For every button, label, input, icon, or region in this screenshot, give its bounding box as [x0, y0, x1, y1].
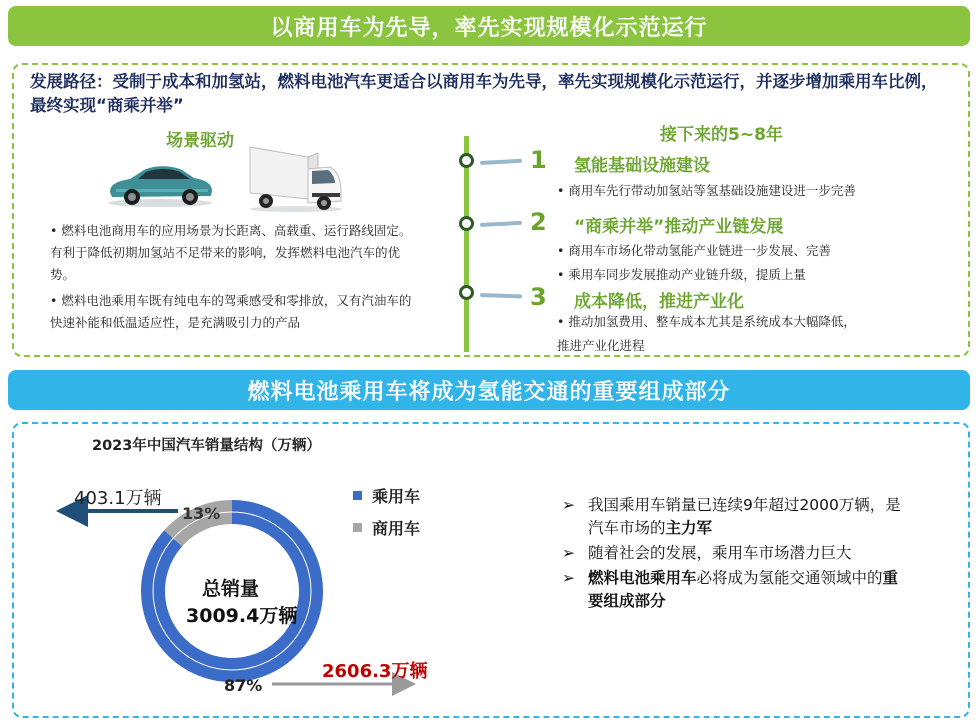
step-3-bullet-2: 推进产业化进程	[557, 338, 645, 353]
legend-label-passenger: 乘用车	[372, 487, 421, 506]
timeline-line	[464, 136, 469, 352]
timeline-title: 接下来的5~8年	[660, 125, 783, 145]
step-3-title: 成本降低，推进产业化	[574, 292, 744, 312]
market-point-text: 随着社会的发展，乘用车市场潜力巨大	[588, 544, 852, 562]
market-points-list	[562, 494, 902, 615]
scene-title: 场景驱动	[166, 131, 234, 151]
chart-title: 2023年中国汽车销量结构（万辆）	[92, 438, 321, 454]
market-point-text: 燃料电池乘用车必将成为氢能交通领域中的重要组成部分	[588, 569, 899, 610]
arrow-bullet-icon: ➢	[562, 569, 575, 587]
timeline-node-1	[459, 153, 474, 168]
step-1-title: 氢能基础设施建设	[574, 156, 710, 176]
donut-center-value: 3009.4万辆	[186, 605, 298, 627]
legend-swatch-passenger	[353, 491, 362, 500]
legend-label-commercial: 商用车	[372, 519, 421, 538]
market-point-2	[562, 542, 902, 565]
passenger-value-label: 2606.3万辆	[322, 661, 428, 682]
market-point-1	[562, 494, 902, 540]
step-1-bullet-1: • 商用车先行带动加氢站等氢基础设施建设进一步完善	[557, 183, 856, 198]
step-3-number: 3	[530, 283, 547, 311]
bottom-banner: 燃料电池乘用车将成为氢能交通的重要组成部分	[8, 370, 970, 410]
donut-center-label: 总销量	[202, 578, 260, 600]
commercial-percent-label: 13%	[182, 504, 221, 523]
arrow-bullet-icon: ➢	[562, 544, 575, 562]
truck-image	[246, 143, 344, 213]
arrow-bullet-icon: ➢	[562, 496, 575, 514]
step-2-bullet-1: • 商用车市场化带动氢能产业链进一步发展、完善	[557, 243, 831, 258]
step-2-bullet-2: • 乘用车同步发展推动产业链升级，提质上量	[557, 267, 806, 282]
market-point-text: 我国乘用车销量已连续9年超过2000万辆，是汽车市场的主力军	[588, 496, 901, 537]
development-path-text: 发展路径：受制于成本和加氢站，燃料电池汽车更适合以商用车为先导，率先实现规模化示范运行，并逐步增加乘用车比例，最终实现“商乘并举”	[30, 72, 938, 115]
timeline-node-3	[459, 285, 474, 300]
timeline-node-2	[459, 216, 474, 231]
legend-passenger	[353, 484, 420, 507]
top-banner: 以商用车为先导，率先实现规模化示范运行	[8, 6, 970, 46]
scene-bullet-passenger: • 燃料电池乘用车既有纯电车的驾乘感受和零排放，又有汽油车的快速补能和低温适应性，是充满吸引力的产品	[50, 293, 412, 330]
step-2-number: 2	[530, 208, 547, 236]
scene-bullet-commercial: • 燃料电池商用车的应用场景为长距离、高载重、运行路线固定。有利于降低初期加氢站不足带来的影响，发挥燃料电池汽车的优势。	[50, 223, 412, 282]
legend-swatch-commercial	[353, 523, 362, 532]
market-point-3	[562, 567, 902, 613]
step-3-bullet-1: • 推动加氢费用、整车成本尤其是系统成本大幅降低，	[557, 314, 856, 329]
passenger-percent-label: 87%	[224, 676, 263, 695]
legend-commercial	[353, 516, 420, 539]
car-image	[104, 156, 216, 208]
step-1-number: 1	[530, 146, 547, 174]
step-2-title: “商乘并举”推动产业链发展	[574, 217, 784, 237]
commercial-value-label: 403.1万辆	[74, 488, 162, 509]
